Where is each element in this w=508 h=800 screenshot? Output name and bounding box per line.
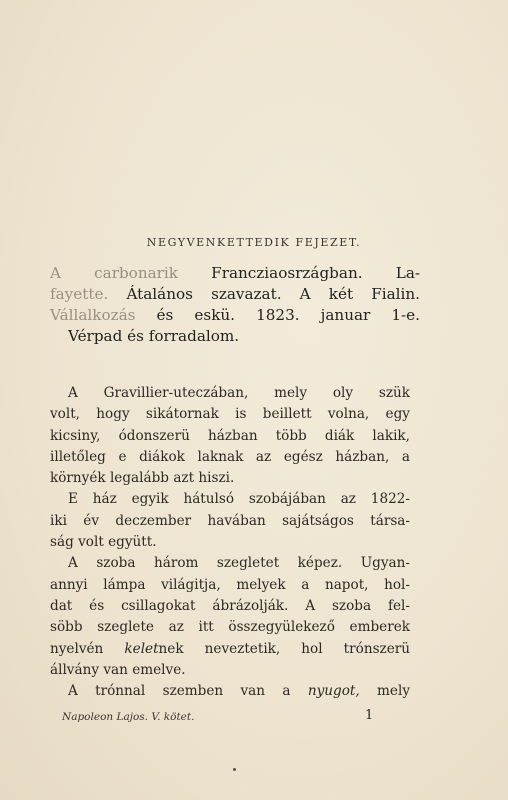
italic-word: kelet (124, 640, 159, 657)
text-line (50, 639, 410, 660)
summary-faded-text: A carbonarik (50, 264, 178, 282)
text-line: volt, hogy sikátornak is beillett volna, egy (50, 406, 410, 423)
text-fragment: mely (377, 683, 410, 700)
text-line: A szoba három szegletet képez. Ugyan- (68, 555, 410, 572)
text-line: illetőleg e diákok laknak az egész házban, a (50, 448, 410, 465)
sheet-number: 1 (365, 708, 374, 723)
summary-faded-text: fayette. (50, 285, 109, 303)
summary-text: Francziaosrzágban. La- (211, 264, 421, 282)
summary-line (50, 284, 420, 305)
text-line: ság volt együtt. (50, 534, 157, 551)
text-fragment: nyelvén (50, 640, 104, 657)
text-line: annyi lámpa világitja, melyek a napot, hol- (50, 576, 410, 593)
text-line: állvány van emelve. (50, 661, 186, 678)
text-fragment: nek neveztetik, hol trónszerü (158, 640, 411, 657)
text-fragment: A trónnal szemben van a (68, 683, 291, 700)
body-text (50, 383, 410, 702)
text-line: kicsiny, ódonszerü házban több diák lakik, (50, 427, 410, 444)
chapter-summary (50, 263, 420, 347)
text-line: környék legalább azt hiszi. (50, 470, 235, 487)
summary-faded-text: Vállalkozás (50, 306, 136, 324)
text-line (50, 681, 410, 702)
summary-text: Átalános szavazat. A két Fialin. (126, 285, 421, 303)
sheet-signature: Napoleon Lajos. V. kötet. (62, 711, 195, 723)
text-line: E ház egyik hátulsó szobájában az 1822- (68, 491, 410, 508)
summary-line (50, 305, 420, 326)
text-line: iki év deczember havában sajátságos társa- (50, 512, 410, 529)
text-line: dat és csillagokat ábrázolják. A szoba fel- (50, 597, 410, 614)
text-line: A Gravillier-uteczában, mely oly szük (68, 385, 410, 401)
text-line: söbb szeglete az itt összegyülekező emberek (50, 619, 410, 636)
italic-word: nyugot, (307, 683, 360, 700)
summary-line: Vérpad és forradalom. (68, 327, 240, 345)
ink-speck (233, 768, 236, 771)
chapter-heading: NEGYVENKETTEDIK FEJEZET. (146, 236, 362, 249)
summary-line (50, 263, 420, 284)
summary-text: és eskü. 1823. januar 1-e. (156, 306, 421, 324)
